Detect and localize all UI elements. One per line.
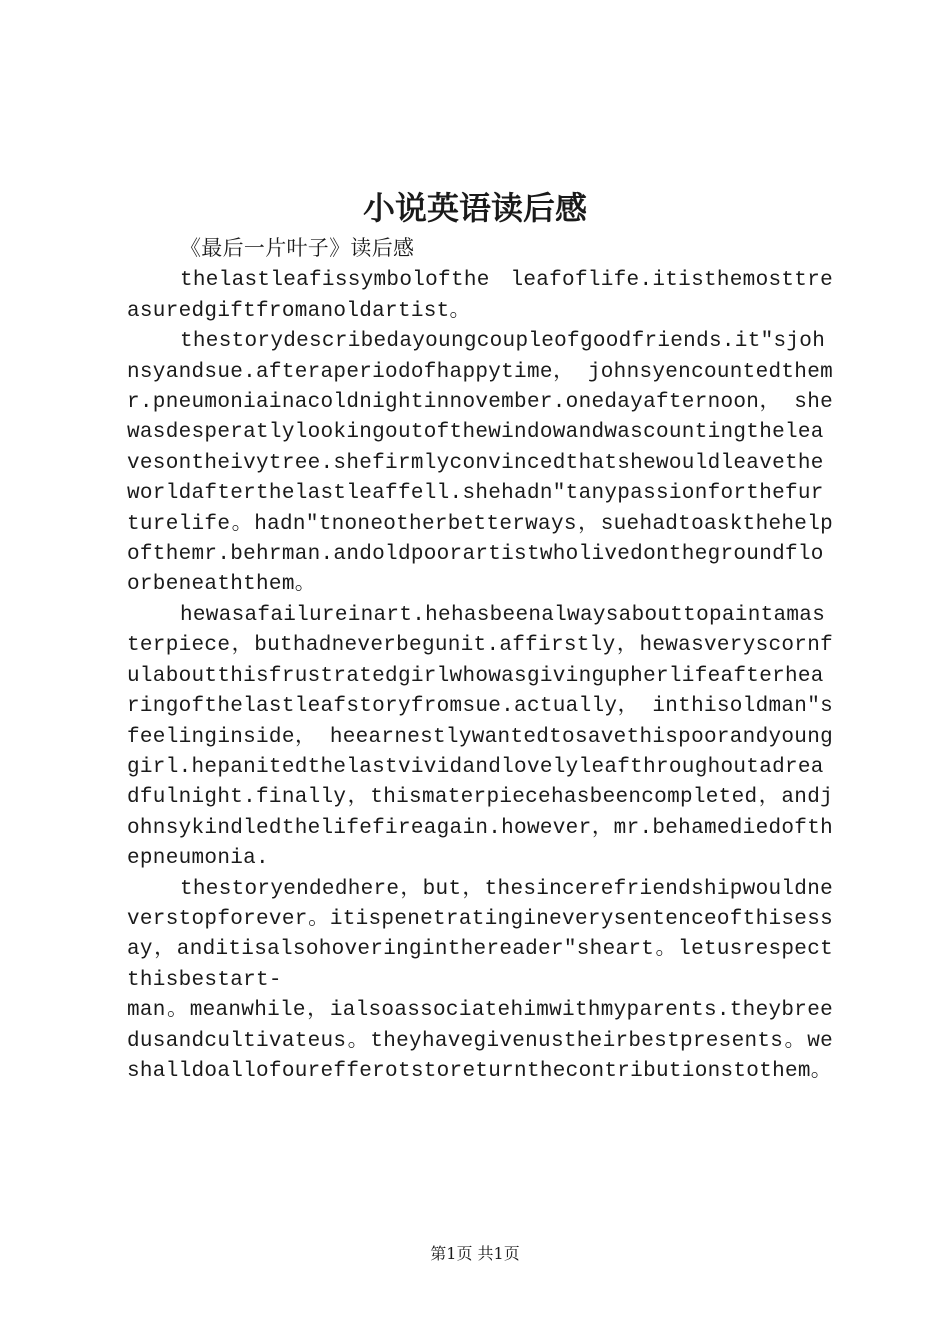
paragraph-1: thelastleafissymbolofthe leafoflife.itisthemosttreasuredgiftfromanoldartist。 [127,269,833,323]
paragraph-5: man。meanwhile，ialsoassociatehimwithmyparents.theybreedusandcultivateus。theyhavegivenustheirbestpresents。weshalldoallofourefferotstoreturnthecontributionstothem。 [127,999,833,1083]
page-number: 第1页 共1页 [430,1244,520,1263]
paragraph-4: thestoryendedhere，but，thesincerefriendshipwouldneverstopforever。itispenetratingineverysentenceofthisessay，anditisalsohoveringinthereader"sheart。letusrespectthisbestart- [127,877,833,992]
document-body [127,236,833,1087]
document-subtitle: 《最后一片叶子》读后感 [180,239,415,262]
document-title: 小说英语读后感 [362,189,587,227]
paragraph-2: thestorydescribedayoungcoupleofgoodfriends.it"sjohnsyandsue.afteraperiodofhappytime， johnsyencountedthemr.pneumoniainacoldnightinnovember.onedayafternoon， shewasdesperatlylookingoutofthewindowandwascountingtheleavesontheivytree.shefirmlyconvincedthatshewouldleavetheworldafterthelastleaffell.shehadn"tanypassionforthefurturelife。hadn"tnoneotherbetterways，suehadtoaskthehelpofthemr.behrman.andoldpoorartistwholivedonthegroundfloorbeneaththem。 [127,330,833,597]
paragraph-3: hewasafailureinart.hehasbeenalwaysabouttopaintamasterpiece，buthadneverbegunit.affirstly，hewasveryscornfulaboutthisfrustratedgirlwhowasgivingupherlifeafterhearingofthelastleafstoryfromsue.actually， inthisoldman"sfeelinginside， heearnestlywantedtosavethispoorandyounggirl.hepanitedthelastvividandlovelyleafthroughoutadreadfulnight.finally，thismaterpiecehasbeencompleted，andjohnsykindledthelifefireagain.however，mr.behamediedofthepneumonia. [127,603,833,871]
